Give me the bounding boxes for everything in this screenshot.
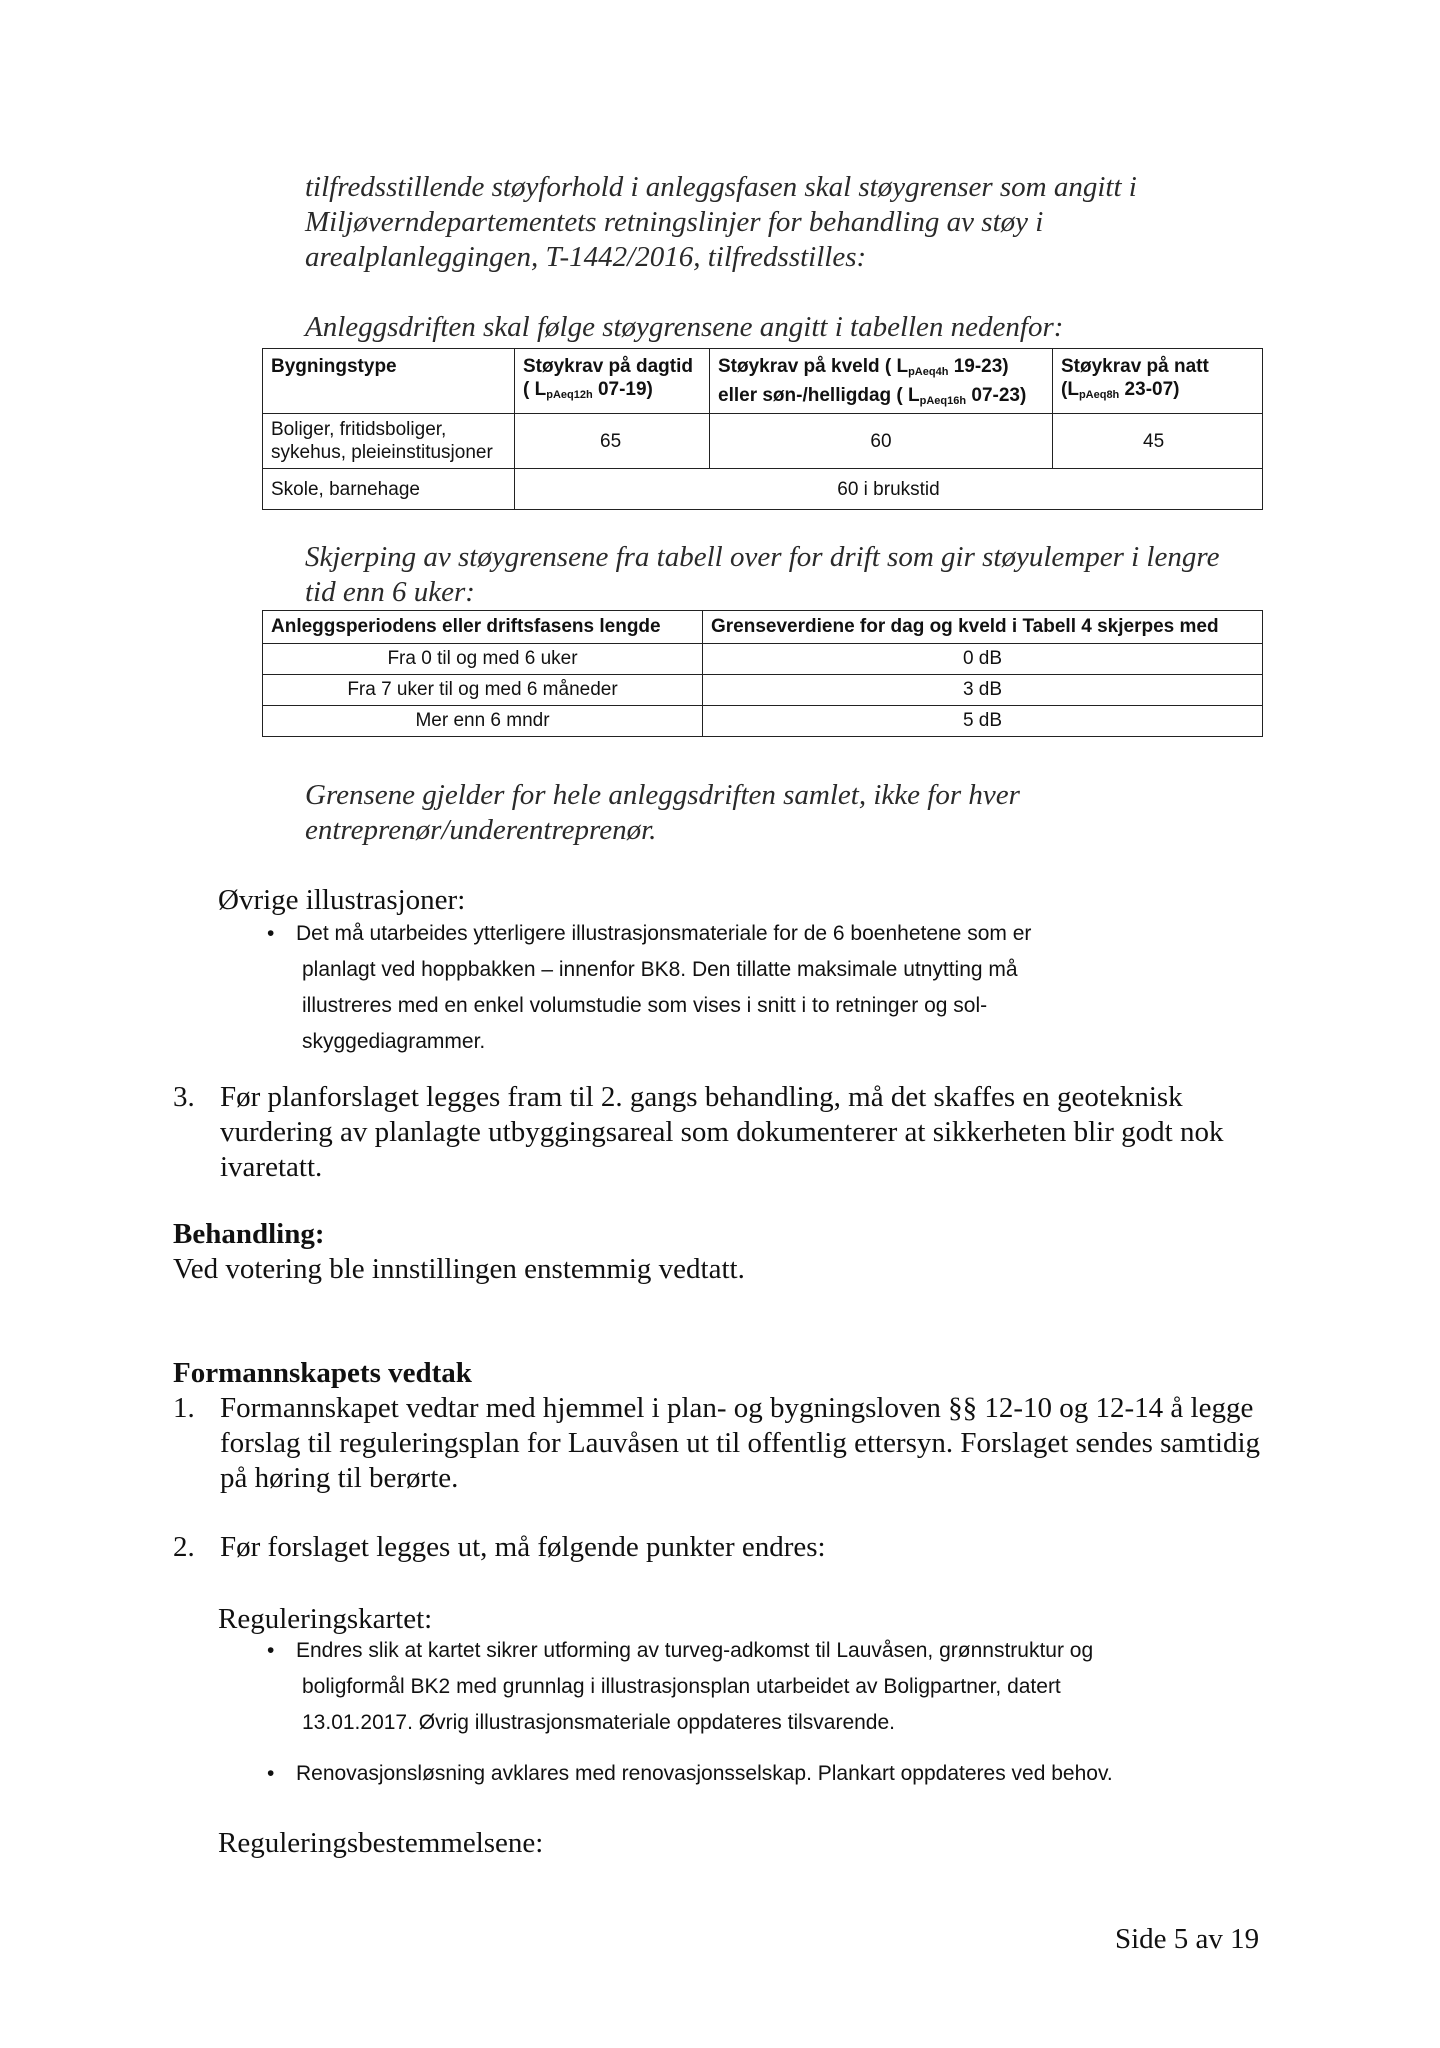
table-row	[263, 469, 1263, 510]
noise-limit-table	[262, 348, 1263, 510]
tightening-table	[262, 610, 1263, 737]
bullet-text: Endres slik at kartet sikrer utforming av turveg-adkomst til Lauvåsen, grønnstruktur og boligformål BK2 med grunnlag i illustrasjonsplan utarbeidet av Boligpartner, datert 13.01.2017. Øvrig illustrasjonsmateriale oppdateres tilsvarende.	[296, 1639, 1094, 1734]
reg-map-heading: Reguleringskartet:	[218, 1603, 433, 1635]
table-row	[263, 414, 1263, 469]
behandling-heading: Behandling:	[173, 1218, 325, 1250]
header-night: Støykrav på natt ($L_{pAeq8h}$ 23-07)	[1053, 349, 1263, 414]
row-building-type: Boliger, fritidsboliger, sykehus, pleieinstitusjoner	[263, 414, 515, 469]
row-value: 3 dB	[703, 675, 1263, 706]
row-merged-value: 60 i brukstid	[515, 469, 1263, 510]
page-number: Side 5 av 19	[1115, 1923, 1260, 1955]
table2-intro-line: tid enn 6 uker:	[305, 576, 475, 608]
limits-note	[305, 778, 1305, 848]
header-period: Anleggsperiodens eller driftsfasens lengde	[263, 611, 703, 644]
row-period: Mer enn 6 mndr	[263, 706, 703, 737]
item-text: Før forslaget legges ut, må følgende punkter endres:	[220, 1531, 826, 1563]
table1-intro: Anleggsdriften skal følge støygrensene angitt i tabellen nedenfor:	[305, 311, 1064, 343]
other-illustrations-heading: Øvrige illustrasjoner:	[218, 884, 466, 916]
intro-line: tilfredsstillende støyforhold i anleggsfasen skal støygrenser som angitt i	[305, 171, 1137, 203]
behandling-text: Ved votering ble innstillingen enstemmig vedtatt.	[173, 1253, 745, 1285]
row-evening-value: 60	[710, 414, 1053, 469]
row-night-value: 45	[1053, 414, 1263, 469]
row-period: Fra 7 uker til og med 6 måneder	[263, 675, 703, 706]
header-day: Støykrav på dagtid ( $L_{pAeq12h}$ 07-19)	[515, 349, 710, 414]
table-header-row	[263, 349, 1263, 414]
table-row	[263, 706, 1263, 737]
bullet-icon: •	[267, 1639, 275, 1662]
limits-note-line: Grensene gjelder for hele anleggsdriften samlet, ikke for hver	[305, 779, 1020, 811]
bullet-item	[267, 1756, 1257, 1796]
vedtak-heading: Formannskapets vedtak	[173, 1357, 472, 1389]
header-evening: Støykrav på kveld ( $L_{pAeq4h}$ 19-23) eller søn-/helligdag ( $L_{pAeq16h}$ 07-23)	[710, 349, 1053, 414]
item-number: 3.	[173, 1081, 195, 1113]
bullet-item	[267, 916, 1257, 1066]
table-header-row	[263, 611, 1263, 644]
intro-paragraph	[305, 170, 1305, 275]
numbered-item-1	[173, 1391, 1313, 1501]
bullet-icon: •	[267, 1762, 275, 1785]
bullet-text: Renovasjonsløsning avklares med renovasjonsselskap. Plankart oppdateres ved behov.	[296, 1762, 1113, 1785]
table2-intro-line: Skjerping av støygrensene fra tabell over for drift som gir støyulemper i lengre	[305, 541, 1220, 573]
table-row	[263, 644, 1263, 675]
row-period: Fra 0 til og med 6 uker	[263, 644, 703, 675]
table-row	[263, 675, 1263, 706]
reg-rules-heading: Reguleringsbestemmelsene:	[218, 1827, 544, 1859]
numbered-item-3	[173, 1080, 1313, 1190]
table2-intro	[305, 540, 1305, 610]
row-building-type: Skole, barnehage	[263, 469, 515, 510]
row-value: 5 dB	[703, 706, 1263, 737]
numbered-item-2	[173, 1530, 1313, 1570]
item-text: Før planforslaget legges fram til 2. gangs behandling, må det skaffes en geoteknisk vurdering av planlagte utbyggingsareal som dokumenterer at sikkerheten blir godt nok ivaretatt.	[220, 1081, 1224, 1183]
bullet-item	[267, 1633, 1257, 1748]
intro-line: Miljøverndepartementets retningslinjer for behandling av støy i	[305, 206, 1044, 238]
intro-line: arealplanleggingen, T-1442/2016, tilfredsstilles:	[305, 241, 867, 273]
item-number: 2.	[173, 1531, 195, 1563]
bullet-icon: •	[267, 922, 275, 945]
row-value: 0 dB	[703, 644, 1263, 675]
row-day-value: 65	[515, 414, 710, 469]
item-number: 1.	[173, 1392, 195, 1424]
bullet-text: Det må utarbeides ytterligere illustrasjonsmateriale for de 6 boenhetene som er planlagt ved hoppbakken – innenfor BK8. Den tillatte maksimale utnytting må illustreres med en enkel volumstudie som vises i snitt i to retninger og sol- skyggediagrammer.	[296, 922, 1032, 1053]
limits-note-line: entreprenør/underentreprenør.	[305, 814, 657, 846]
item-text: Formannskapet vedtar med hjemmel i plan- og bygningsloven §§ 12-10 og 12-14 å legge forslag til reguleringsplan for Lauvåsen ut til offentlig ettersyn. Forslaget sendes samtidig på høring til berørte.	[220, 1392, 1261, 1494]
header-tightening: Grenseverdiene for dag og kveld i Tabell 4 skjerpes med	[703, 611, 1263, 644]
header-building-type: Bygningstype	[263, 349, 515, 414]
